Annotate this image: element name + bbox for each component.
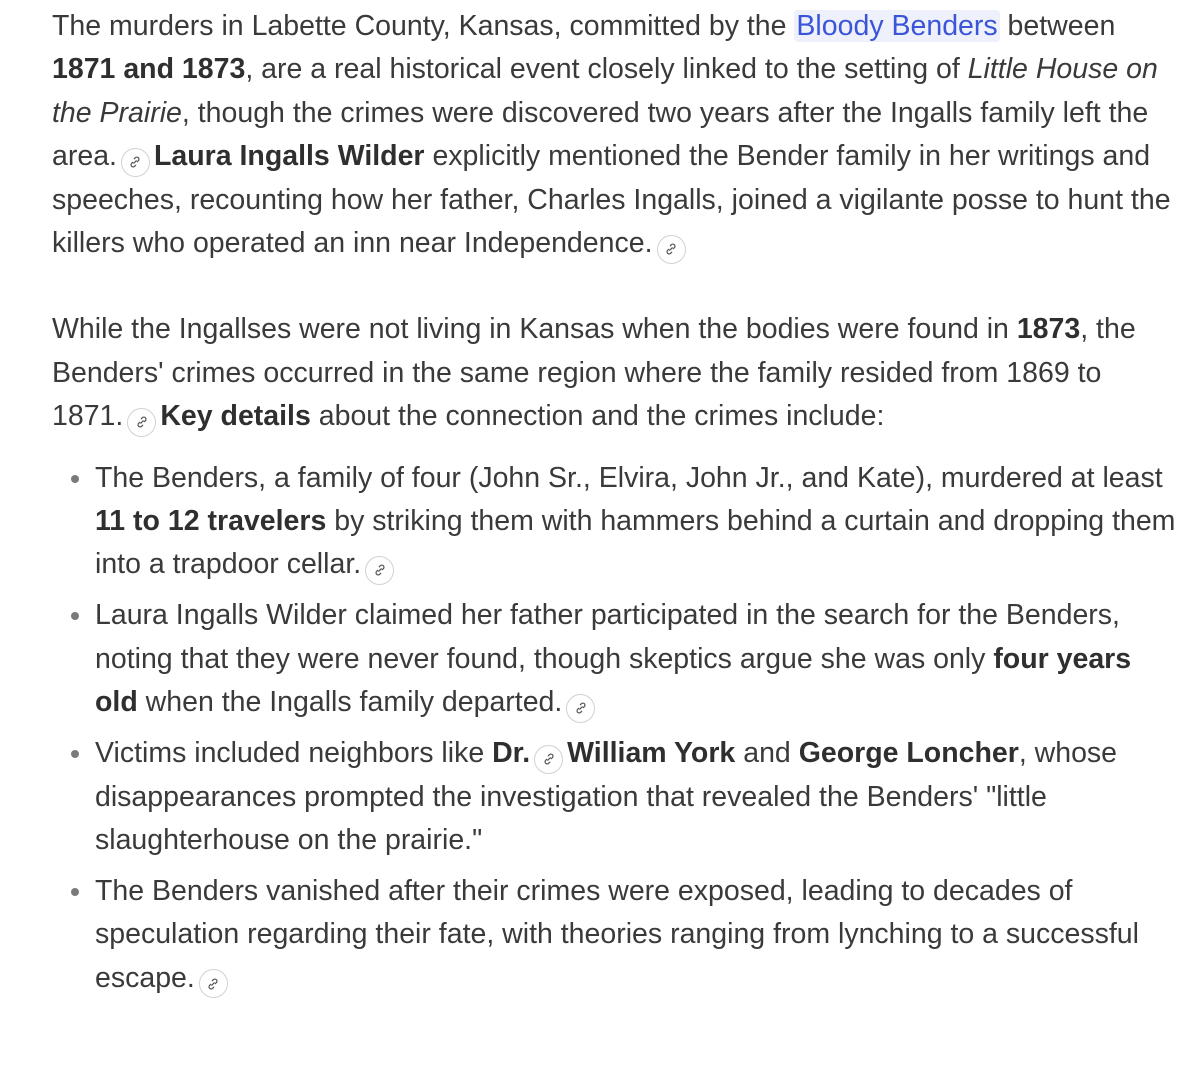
link-icon: [664, 242, 678, 256]
list-text: by striking them with hammers behind a curtain and dropping them into a trapdoor cellar.: [95, 505, 1176, 581]
citation-button[interactable]: [534, 745, 563, 774]
link-icon: [574, 701, 588, 715]
paragraph-text: While the Ingallses were not living in Kansas when the bodies were found in: [52, 313, 1017, 346]
bold-text: William York: [567, 737, 736, 770]
citation-button[interactable]: [657, 235, 686, 264]
paragraph-text: , though the crimes were discovered two years after the Ingalls family left the area.: [52, 96, 1149, 173]
list-item: [52, 732, 1180, 862]
paragraph-2: [52, 308, 1180, 438]
bold-text: Key details: [160, 400, 311, 433]
response-body: [52, 5, 1180, 1008]
bloody-benders-link[interactable]: Bloody Benders: [796, 10, 998, 42]
citation-button[interactable]: [566, 694, 595, 723]
bold-text: Dr.: [492, 737, 531, 770]
link-icon: [373, 563, 387, 577]
details-list: [52, 457, 1180, 1000]
list-text: The Benders, a family of four (John Sr., Elvira, John Jr., and Kate), murdered at least: [95, 461, 1163, 494]
list-text: Victims included neighbors like: [95, 737, 493, 770]
paragraph-text: , the Benders' crimes occurred in the same region where the family resided from 1869 to 1871.: [52, 313, 1136, 433]
list-text: and: [735, 737, 799, 770]
link-icon: [135, 415, 149, 429]
paragraph-text: between: [999, 10, 1116, 42]
list-text: , whose disappearances prompted the investigation that revealed the Benders' "little slaughterhouse on the prairie.": [95, 737, 1118, 856]
paragraph-text: The murders in Labette County, Kansas, committed by the: [52, 10, 795, 42]
paragraph-text: about the connection and the crimes include:: [310, 400, 885, 433]
bold-text: 1871 and 1873: [52, 53, 246, 86]
bold-text: Laura Ingalls Wilder: [153, 140, 425, 173]
paragraph-text: , are a real historical event closely linked to the setting of: [245, 53, 968, 86]
link-icon: [542, 752, 556, 766]
list-item: [52, 457, 1180, 587]
citation-button[interactable]: [199, 969, 228, 998]
citation-button[interactable]: [365, 556, 394, 585]
link-icon: [206, 977, 220, 991]
book-title: Little House on the Prairie: [52, 53, 1158, 129]
list-text: when the Ingalls family departed.: [137, 686, 563, 719]
list-item: [52, 594, 1180, 724]
citation-button[interactable]: [127, 408, 156, 437]
bold-text: 1873: [1016, 313, 1081, 346]
bold-text: George Loncher: [798, 737, 1019, 770]
bold-text: four years old: [95, 642, 1132, 719]
citation-button[interactable]: [121, 148, 150, 177]
list-text: Laura Ingalls Wilder claimed her father participated in the search for the Benders, noting that they were never found, though skeptics argue she was only: [95, 599, 1120, 675]
paragraph-1: [52, 5, 1180, 265]
list-text: The Benders vanished after their crimes were exposed, leading to decades of speculation regarding their fate, with theories ranging from lynching to a successful escape.: [95, 874, 1139, 994]
link-icon: [128, 155, 142, 169]
paragraph-text: explicitly mentioned the Bender family in her writings and speeches, recounting how her father, Charles Ingalls, joined a vigilante posse to hunt the killers who operated an inn near Independence.: [52, 140, 1171, 260]
list-item: [52, 870, 1180, 1000]
bold-text: 11 to 12 travelers: [95, 505, 327, 538]
